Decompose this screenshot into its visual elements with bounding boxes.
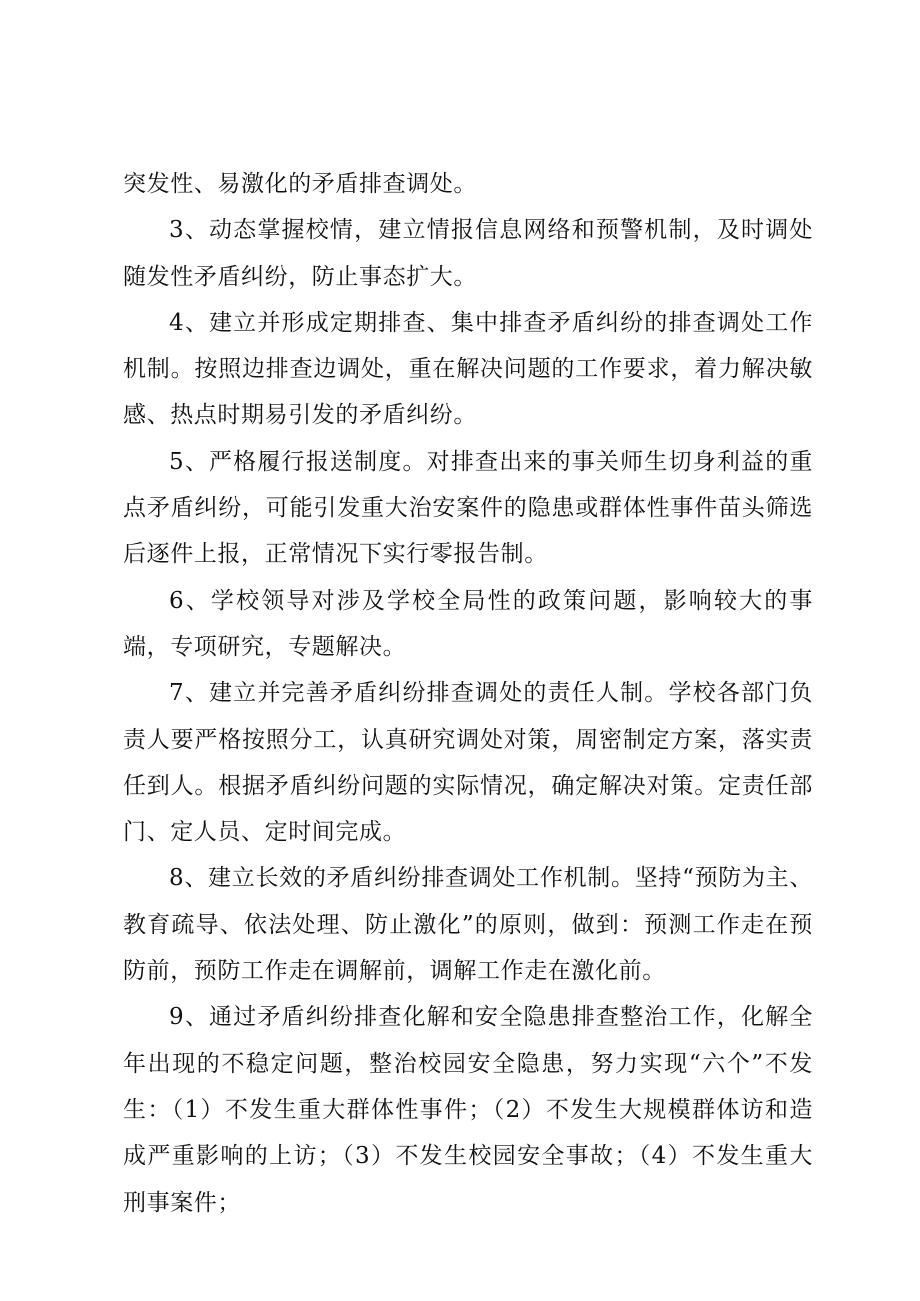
paragraph-item-4: 4、建立并形成定期排查、集中排查矛盾纠纷的排查调处工作机制。按照边排查边调处，重在解决问题的工作要求，着力解决敏感、热点时期易引发的矛盾纠纷。	[123, 309, 813, 429]
paragraph-item-5: 5、严格履行报送制度。对排查出来的事关师生切身利益的重点矛盾纠纷，可能引发重大治安案件的隐患或群体性事件苗头筛选后逐件上报，正常情况下实行零报告制。	[123, 448, 813, 568]
document-body	[123, 161, 813, 1226]
paragraph-item-7: 7、建立并完善矛盾纠纷排查调处的责任人制。学校各部门负责人要严格按照分工，认真研究调处对策，周密制定方案，落实责任到人。根据矛盾纠纷问题的实际情况，确定解决对策。定责任部门、定人员、定时间完成。	[123, 680, 813, 846]
paragraph-item-3: 3、动态掌握校情，建立情报信息网络和预警机制，及时调处随发性矛盾纠纷，防止事态扩大。	[123, 217, 813, 290]
paragraph-item-6: 6、学校领导对涉及学校全局性的政策问题，影响较大的事端，专项研究，专题解决。	[123, 587, 813, 660]
paragraph-item-8: 8、建立长效的矛盾纠纷排查调处工作机制。坚持“预防为主、教育疏导、依法处理、防止激化”的原则，做到：预测工作走在预防前，预防工作走在调解前，调解工作走在激化前。	[123, 865, 813, 985]
paragraph-continuation: 突发性、易激化的矛盾排查调处。	[123, 171, 477, 197]
paragraph-item-9: 9、通过矛盾纠纷排查化解和安全隐患排查整治工作，化解全年出现的不稳定问题，整治校园安全隐患，努力实现“六个”不发生：（1）不发生重大群体性事件；（2）不发生大规模群体访和造成严重影响的上访；（3）不发生校园安全事故；（4）不发生重大刑事案件；	[123, 1004, 813, 1216]
